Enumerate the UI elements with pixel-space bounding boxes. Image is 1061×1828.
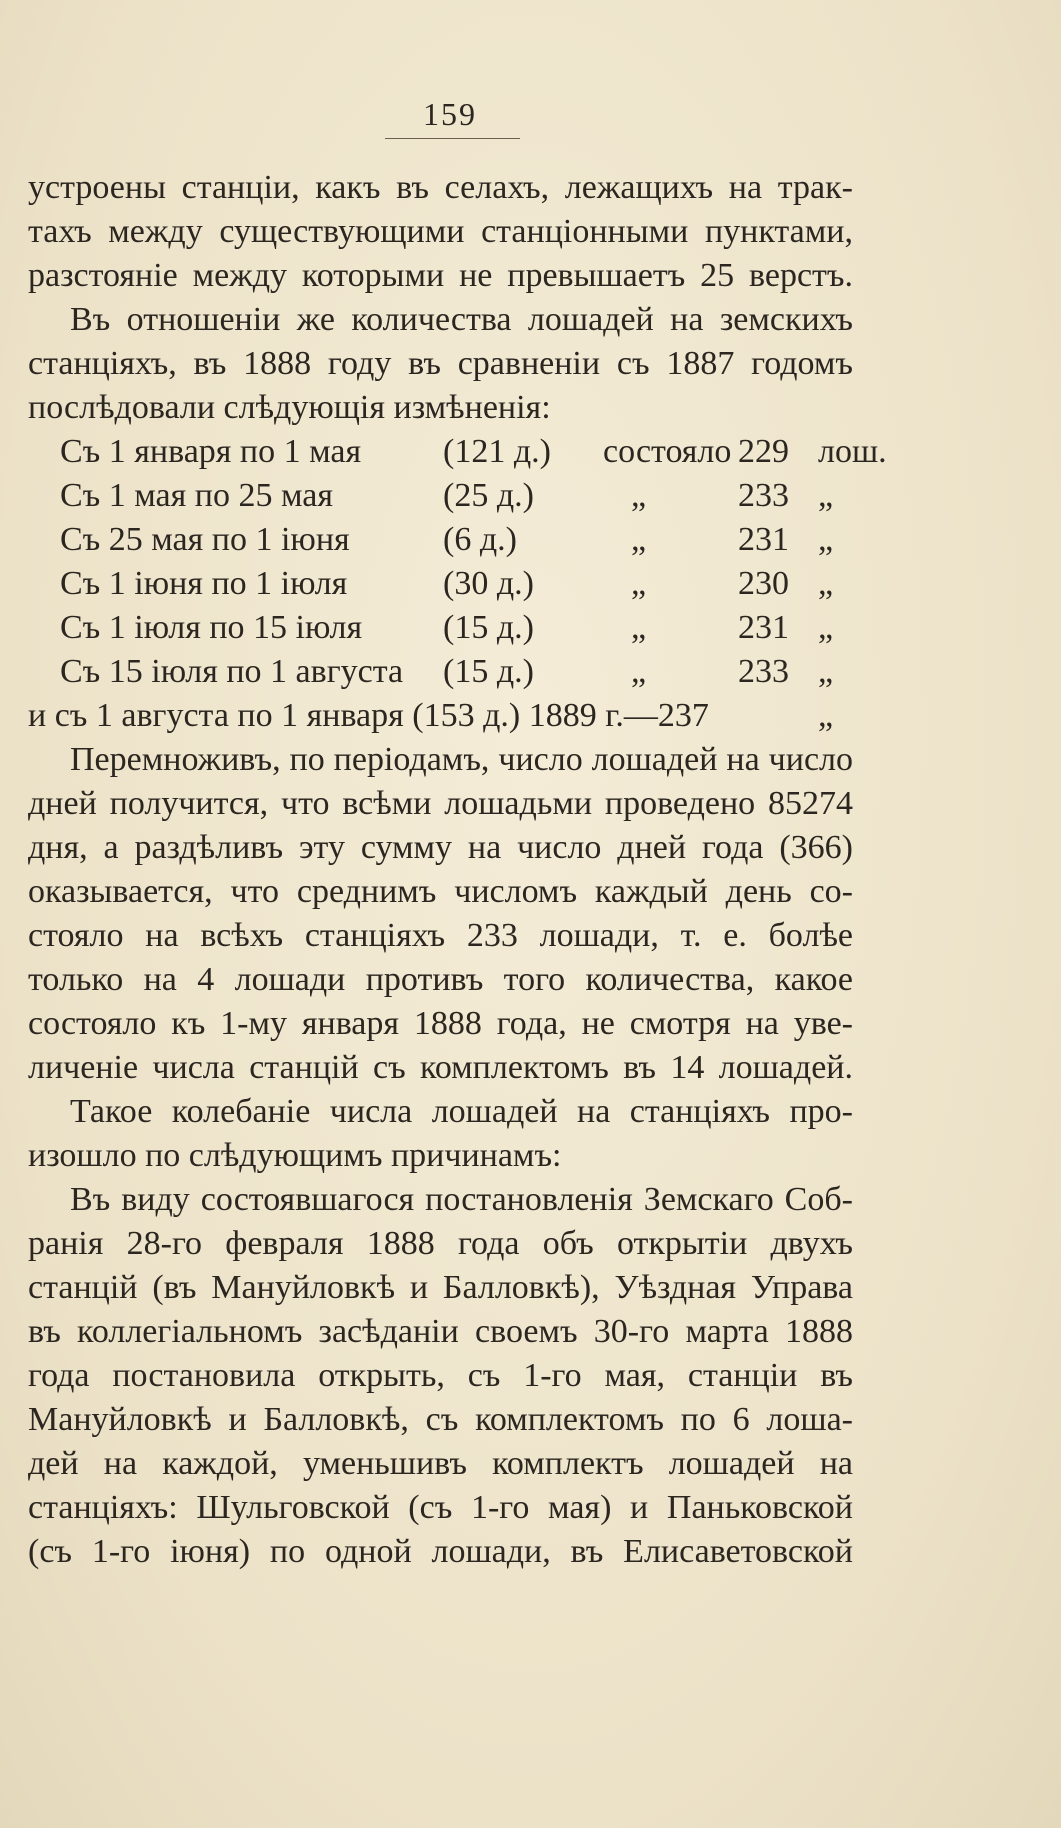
- unit-cell: „: [818, 653, 834, 690]
- table-row: [28, 518, 853, 562]
- page-number-rule: [385, 138, 520, 139]
- text-line: года постановила открыть, съ 1-го мая, станціи въ: [28, 1357, 853, 1394]
- text-line: станціяхъ, въ 1888 году въ сравненіи съ 1887 годомъ: [28, 345, 853, 382]
- verb-cell: „: [631, 609, 647, 646]
- count-cell: 231: [738, 521, 789, 558]
- unit-cell: „: [818, 565, 834, 602]
- text-line: въ коллегіальномъ засѣданіи своемъ 30-го марта 1888: [28, 1313, 853, 1350]
- period-cell: Съ 1 іюля по 15 іюля: [60, 609, 363, 646]
- paragraph-2: [28, 298, 853, 430]
- period-cell: Съ 1 января по 1 мая: [60, 433, 362, 470]
- period-cell: Съ 1 мая по 25 мая: [60, 477, 333, 514]
- table-row-final: [28, 694, 853, 738]
- count-cell: 230: [738, 565, 789, 602]
- text-line: дней получится, что всѣми лошадьми проведено 85274: [28, 785, 853, 822]
- text-line: Такое колебаніе числа лошадей на станціяхъ про-: [70, 1093, 853, 1130]
- text-line: Мануйловкѣ и Балловкѣ, съ комплектомъ по 6 лоша-: [28, 1401, 853, 1438]
- period-cell: Съ 25 мая по 1 іюня: [60, 521, 350, 558]
- period-cell: Съ 15 іюля по 1 августа: [60, 653, 404, 690]
- text-line: станціяхъ: Шульговской (съ 1-го мая) и Паньковской: [28, 1489, 853, 1526]
- verb-cell: состояло: [603, 433, 732, 470]
- table-row: [28, 650, 853, 694]
- text-line: послѣдовали слѣдующія измѣненія:: [28, 389, 551, 426]
- text-line: Перемноживъ, по періодамъ, число лошадей на число: [70, 741, 853, 778]
- paragraph-5: [28, 1178, 853, 1574]
- unit-cell: „: [818, 697, 834, 734]
- table-row: [28, 562, 853, 606]
- paragraph-3: [28, 738, 853, 1090]
- text-line: оказывается, что среднимъ числомъ каждый день со-: [28, 873, 853, 910]
- text-line: тахъ между существующими станціонными пунктами,: [28, 213, 853, 250]
- text-line: дей на каждой, уменьшивъ комплектъ лошадей на: [28, 1445, 853, 1482]
- unit-cell: „: [818, 477, 834, 514]
- verb-cell: „: [631, 653, 647, 690]
- text-line: (съ 1-го іюня) по одной лошади, въ Елисаветовской: [28, 1533, 853, 1570]
- text-line: состояло къ 1-му января 1888 года, не смотря на уве-: [28, 1005, 853, 1042]
- verb-cell: „: [631, 477, 647, 514]
- verb-cell: „: [631, 565, 647, 602]
- text-line: дня, а раздѣливъ эту сумму на число дней года (366): [28, 829, 853, 866]
- days-cell: (6 д.): [443, 521, 517, 558]
- text-line: Въ виду состоявшагося постановленія Земскаго Соб-: [70, 1181, 853, 1218]
- verb-cell: „: [631, 521, 647, 558]
- unit-cell: „: [818, 609, 834, 646]
- text-line: личеніе числа станцій съ комплектомъ въ 14 лошадей.: [28, 1049, 853, 1086]
- days-cell: (25 д.): [443, 477, 534, 514]
- count-cell: 229: [738, 433, 789, 470]
- table-row: [28, 430, 887, 474]
- text-line: устроены станціи, какъ въ селахъ, лежащихъ на трак-: [28, 169, 853, 206]
- body-text: [28, 166, 887, 1574]
- days-cell: (30 д.): [443, 565, 534, 602]
- days-cell: (121 д.): [443, 433, 551, 470]
- text-line: ранія 28-го февраля 1888 года объ открытіи двухъ: [28, 1225, 853, 1262]
- paragraph-4: [28, 1090, 853, 1178]
- count-cell: 231: [738, 609, 789, 646]
- text-line: станцій (въ Мануйловкѣ и Балловкѣ), Уѣздная Управа: [28, 1269, 853, 1306]
- page-number: 159: [423, 96, 477, 132]
- text-line: только на 4 лошади противъ того количества, какое: [28, 961, 853, 998]
- days-cell: (15 д.): [443, 653, 534, 690]
- unit-cell: лош.: [818, 433, 887, 470]
- text-line: Въ отношеніи же количества лошадей на земскихъ: [70, 301, 853, 338]
- table-row: [28, 474, 853, 518]
- paragraph-1: [28, 166, 853, 298]
- unit-cell: „: [818, 521, 834, 558]
- count-cell: 233: [738, 653, 789, 690]
- table-row: [28, 606, 853, 650]
- days-cell: (15 д.): [443, 609, 534, 646]
- count-cell: 233: [738, 477, 789, 514]
- text-line: разстояніе между которыми не превышаетъ 25 верстъ.: [28, 257, 853, 294]
- horse-count-table: [28, 430, 887, 738]
- final-period-cell: и съ 1 августа по 1 января (153 д.) 1889 г.—237: [28, 697, 709, 734]
- text-line: изошло по слѣдующимъ причинамъ:: [28, 1137, 562, 1174]
- period-cell: Съ 1 іюня по 1 іюля: [60, 565, 348, 602]
- text-line: стояло на всѣхъ станціяхъ 233 лошади, т. е. болѣе: [28, 917, 853, 954]
